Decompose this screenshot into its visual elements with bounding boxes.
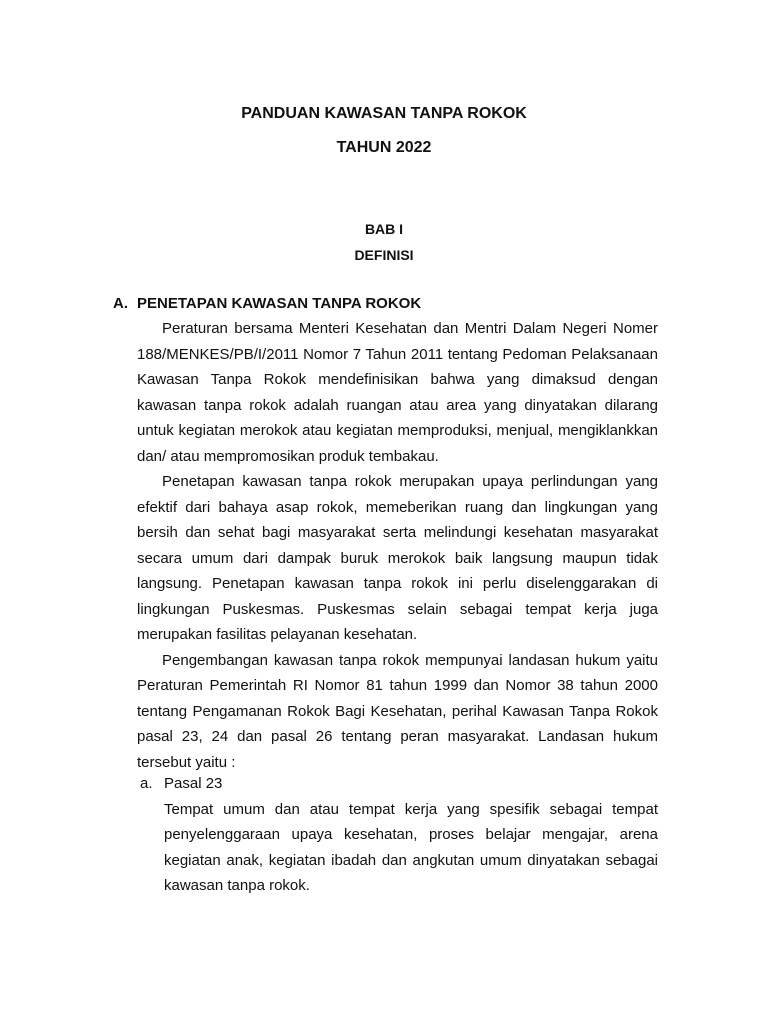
document-year: TAHUN 2022 <box>336 139 432 156</box>
paragraph: Pengembangan kawasan tanpa rokok mempunyai landasan hukum yaitu Peraturan Pemerintah RI Nomor 81 tahun 1999 dan Nomor 38 tahun 2000 tentang Pengamanan Rokok Bagi Kesehatan, perihal Kawasan Tanpa Rokok pasal 23, 24 dan pasal 26 tentang peran masyarakat. Landasan hukum tersebut yaitu : <box>137 651 658 771</box>
paragraph: Penetapan kawasan tanpa rokok merupakan upaya perlindungan yang efektif dari bahaya asap rokok, memeberikan ruang dan lingkungan yang bersih dan sehat bagi masyarakat serta melindungi kesehatan masyarakat secara umum dari dampak buruk merokok baik langsung maupun tidak langsung. Penetapan kawasan tanpa rokok ini perlu diselenggarakan di lingkungan Puskesmas. Puskesmas selain sebagai tempat kerja juga merupakan fasilitas pelayanan kesehatan. <box>137 473 658 643</box>
list-item-text: Tempat umum dan atau tempat kerja yang spesifik sebagai tempat penyelenggaraan upaya kesehatan, proses belajar mengajar, arena kegiatan anak, kegiatan ibadah dan angkutan umum dinyatakan sebagai kawasan tanpa rokok. <box>164 800 658 894</box>
document-title: PANDUAN KAWASAN TANPA ROKOK <box>241 105 527 122</box>
legal-basis-list <box>140 771 658 899</box>
section-heading-text: PENETAPAN KAWASAN TANPA ROKOK <box>137 295 422 312</box>
list-item <box>140 771 658 899</box>
section-marker: A. <box>113 295 128 312</box>
chapter-title: DEFINISI <box>354 247 414 263</box>
list-item-label: Pasal 23 <box>164 775 223 792</box>
paragraph: Peraturan bersama Menteri Kesehatan dan Mentri Dalam Negeri Nomer 188/MENKES/PB/I/2011 Nomor 7 Tahun 2011 tentang Pedoman Pelaksanaan Kawasan Tanpa Rokok mendefinisikan bahwa yang dimaksud dengan kawasan tanpa rokok adalah ruangan atau area yang dinyatakan dilarang untuk kegiatan merokok atau kegiatan memproduksi, menjual, mengiklankkan dan/ atau mempromosikan produk tembakau. <box>137 320 658 465</box>
section-heading <box>113 294 421 314</box>
section-body <box>137 316 658 775</box>
chapter-number: BAB I <box>364 221 404 237</box>
list-item-head <box>140 771 658 797</box>
list-item-marker: a. <box>140 775 153 792</box>
